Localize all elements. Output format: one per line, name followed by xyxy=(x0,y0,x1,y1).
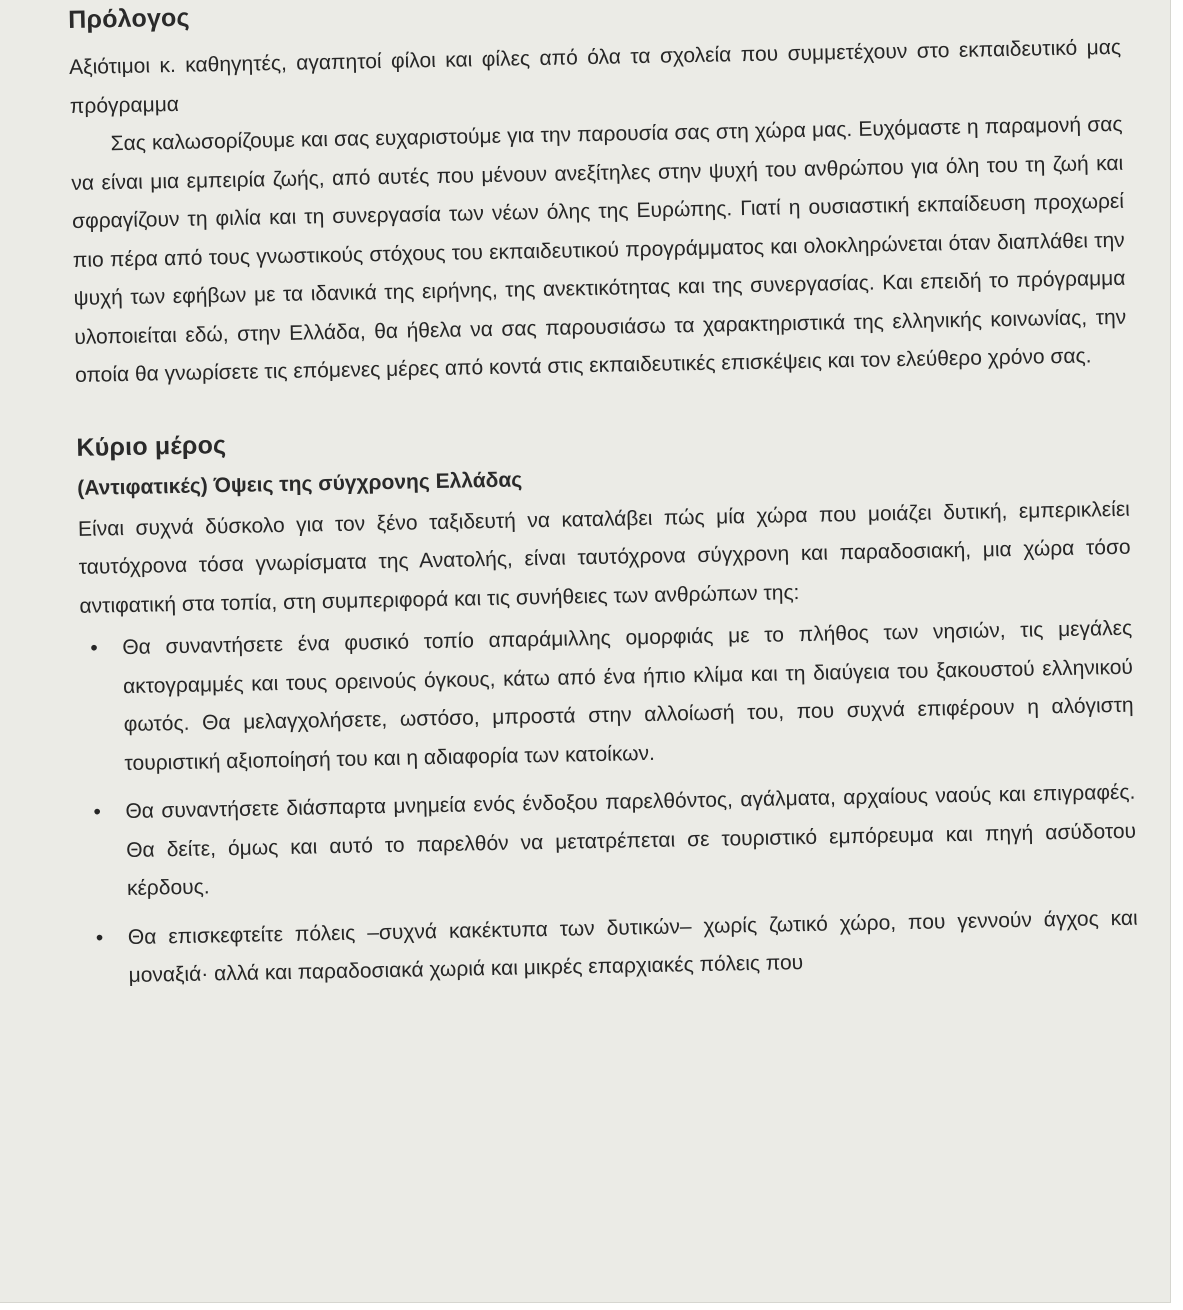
bullet-item xyxy=(86,899,1139,996)
prologue-salutation: Αξιότιμοι κ. καθηγητές, αγαπητοί φίλοι και φίλες από όλα τα σχολεία που συμμετέχουν στο εκπαιδευτικό μας πρόγραμμα xyxy=(68,35,1122,118)
bullet-item xyxy=(83,774,1137,910)
bullet-dot-icon: • xyxy=(90,636,98,660)
bullet-item xyxy=(80,610,1135,784)
prologue-paragraph: Σας καλωσορίζουμε και σας ευχαριστούμε για την παρουσία σας στη χώρα μας. Ευχόμαστε η παραμονή σας να είναι μια εμπειρία ζωής, από αυτές που μένουν ανεξίτηλες στην ψυχή του ανθρώπου για όλη του τη ζωή και σφραγίζουν τη φιλία και τη συνεργασία των νέων όλης της Ευρώπης. Γιατί η ουσιαστική εκπαίδευση προχωρεί πιο πέρα από τους γνωστικούς στόχους του εκπαιδευτικού προγράμματος και ολοκληρώνεται όταν διαπλάθει την ψυχή των εφήβων με τα ιδανικά της ειρήνης, της ανεκτικότητας και της συνεργασίας. Και επειδή το πρόγραμμα υλοποιείται εδώ, στην Ελλάδα, θα ήθελα να σας παρουσιάσω τα χαρακτηριστικά της ελληνικής κοινωνίας, την οποία θα γνωρίσετε τις επόμενες μέρες από κοντά στις εκπαιδευτικές επισκέψεις και τον ελεύθερο χρόνο σας. xyxy=(71,112,1127,387)
bullet-list xyxy=(80,610,1139,997)
main-intro-paragraph: Είναι συχνά δύσκολο για τον ξένο ταξιδευτή να καταλάβει πώς μία χώρα που μοιάζει δυτική, εμπερικλείει ταυτόχρονα τόσα γνωρίσματα της Ανατολής, είναι ταυτόχρονα σύγχρονη και παραδοσιακή, μια χώρα τόσο αντιφατική στα τοπία, στη συμπεριφορά και τις συνήθειες των ανθρώπων της: xyxy=(77,497,1131,618)
bullet-text: Θα συναντήσετε ένα φυσικό τοπίο απαράμιλλης ομορφιάς με το πλήθος των νησιών, τις μεγάλες ακτογραμμές και τους ορεινούς όγκους, κάτω από ένα ήπιο κλίμα και τη διαύγεια του ξακουστού ελληνικού φωτός. Θα μελαγχολήσετε, ωστόσο, μπροστά στην αλλοίωσή του, που συχνά επιφέρουν η αλόγιστη τουριστική αξιοποίησή του και η αδιαφορία των κατοίκων. xyxy=(122,616,1134,775)
bullet-text: Θα επισκεφτείτε πόλεις –συχνά κακέκτυπα των δυτικών– χωρίς ζωτικό χώρο, που γεννούν άγχος και μοναξιά· αλλά και παραδοσιακά χωριά και μικρές επαρχιακές πόλεις που xyxy=(127,906,1138,988)
main-heading: Κύριο μέρος xyxy=(76,430,227,462)
bullet-text: Θα συναντήσετε διάσπαρτα μνημεία ενός ένδοξου παρελθόντος, αγάλματα, αρχαίους ναούς και επιγραφές. Θα δείτε, όμως και αυτό το παρελθόν να μετατρέπεται σε τουριστικό εμπόρευμα και πηγή ασύδοτου κέρδους. xyxy=(125,780,1137,901)
main-subheading: (Αντιφατικές) Όψεις της σύγχρονης Ελλάδας xyxy=(77,467,523,500)
bullet-dot-icon: • xyxy=(95,925,104,950)
text-column xyxy=(68,0,1139,1006)
prologue-heading: Πρόλογος xyxy=(68,3,190,34)
bullet-dot-icon: • xyxy=(93,800,102,824)
main-section xyxy=(76,413,1139,996)
